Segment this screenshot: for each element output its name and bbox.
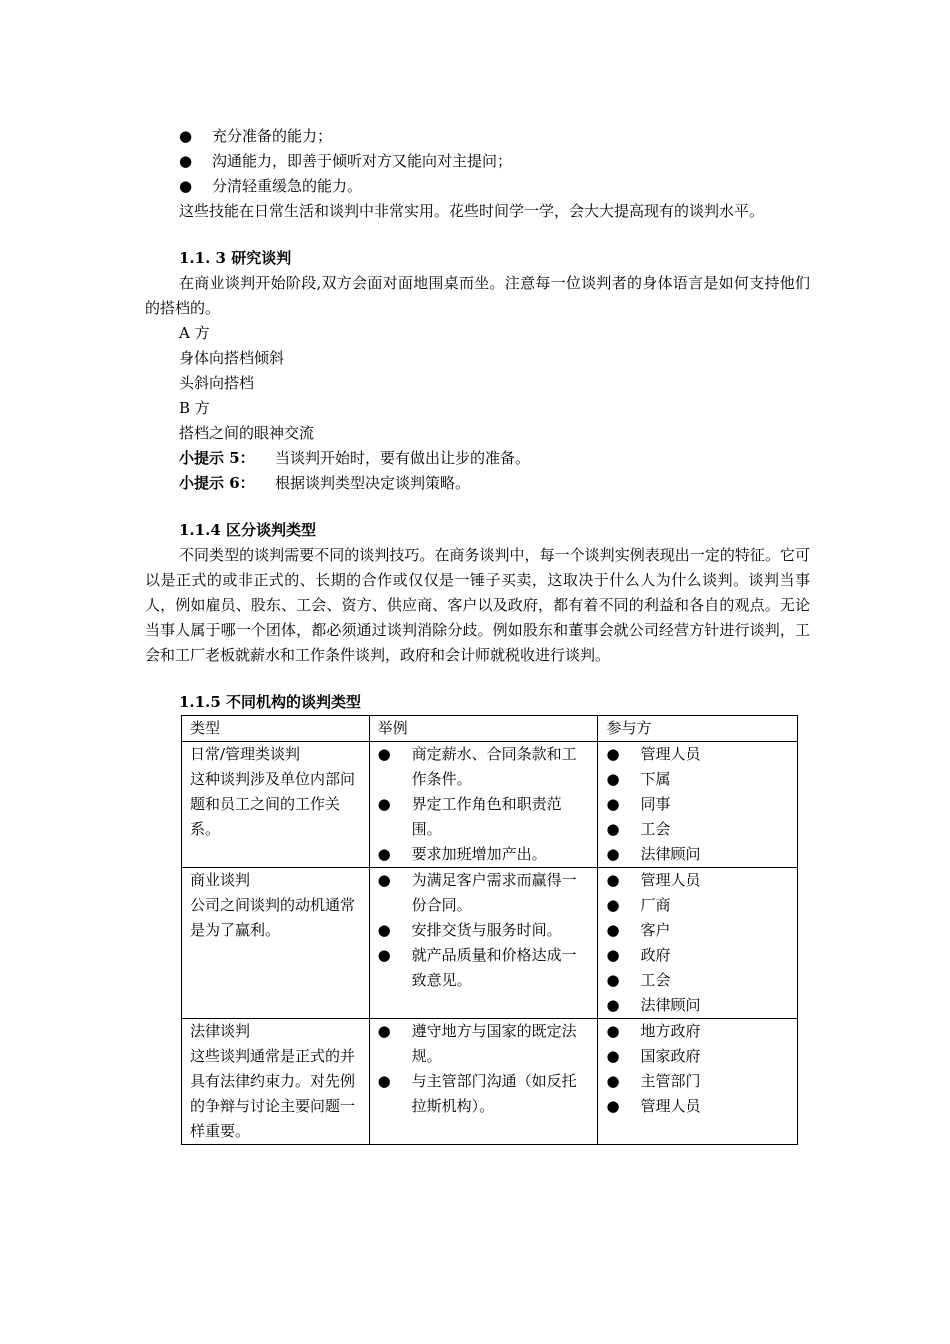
bullet-icon: ●: [377, 921, 391, 939]
party-item: [606, 842, 789, 867]
bullet-item: [145, 124, 810, 149]
bullet-icon: ●: [606, 1097, 620, 1115]
bullet-icon: ●: [377, 871, 391, 889]
bullet-icon: ●: [606, 770, 620, 788]
bullet-icon: ●: [377, 946, 391, 964]
party-item: [606, 792, 789, 817]
example-item: [378, 943, 590, 993]
section-113-paragraph: 在商业谈判开始阶段,双方会面对面地围桌而坐。注意每一位谈判者的身体语言是如何支持他们的搭档的。: [145, 274, 810, 317]
examples-cell: [369, 742, 598, 868]
party-text: 政府: [640, 946, 671, 964]
bullet-icon: ●: [377, 845, 391, 863]
party-text: 管理人员: [640, 745, 701, 763]
party-text: 管理人员: [640, 871, 701, 889]
list-line: 身体向搭档倾斜: [179, 349, 285, 367]
example-text: 与主管部门沟通（如反托拉斯机构）。: [411, 1072, 577, 1115]
header-type: 类型: [182, 716, 370, 742]
example-text: 安排交货与服务时间。: [411, 921, 562, 939]
bullet-icon: ●: [606, 896, 620, 914]
party-text: 客户: [640, 921, 671, 939]
list-line: A 方: [179, 324, 210, 342]
type-name: 日常/管理类谈判: [190, 745, 301, 763]
type-name: 法律谈判: [190, 1022, 251, 1040]
header-parties: 参与方: [598, 716, 798, 742]
party-text: 主管部门: [640, 1072, 701, 1090]
parties-cell: [598, 868, 798, 1019]
section-114-paragraph: 不同类型的谈判需要不同的谈判技巧。在商务谈判中，每一个谈判实例表现出一定的特征。它可以是正式的或非正式的、长期的合作或仅仅是一锤子买卖，这取决于什么人为什么谈判。谈判当事人，例如雇员、股东、工会、资方、供应商、客户以及政府，都有着不同的利益和各自的观点。无论当事人属于哪一个团体，都必须通过谈判消除分歧。例如股东和董事会就公司经营方针进行谈判，工会和工厂老板就薪水和工作条件谈判，政府和会计师就税收进行谈判。: [145, 546, 810, 664]
party-item: [606, 868, 789, 893]
tip-item: [145, 446, 810, 471]
party-text: 同事: [640, 795, 671, 813]
bullet-icon: ●: [606, 921, 620, 939]
party-item: [606, 817, 789, 842]
bullet-icon: ●: [606, 845, 620, 863]
tip-text: 当谈判开始时，要有做出让步的准备。: [275, 449, 531, 467]
bullet-icon: ●: [179, 177, 193, 195]
party-text: 国家政府: [640, 1047, 701, 1065]
bullet-icon: ●: [606, 1047, 620, 1065]
parties-cell: [598, 1019, 798, 1145]
tip-label: 小提示 6：: [179, 474, 255, 492]
party-item: [606, 993, 789, 1018]
type-description: 这种谈判涉及单位内部问题和员工之间的工作关系。: [190, 770, 356, 838]
bullet-icon: ●: [606, 1022, 620, 1040]
example-item: [378, 868, 590, 918]
party-item: [606, 1019, 789, 1044]
type-description: 这些谈判通常是正式的并具有法律约束力。对先例的争辩与讨论主要问题一样重要。: [190, 1047, 356, 1140]
table-row: [182, 1019, 798, 1145]
example-item: [378, 792, 590, 842]
type-name: 商业谈判: [190, 871, 251, 889]
bullet-item: [145, 149, 810, 174]
bullet-text: 充分准备的能力；: [212, 127, 333, 145]
intro-bullet-list: [145, 124, 810, 199]
type-description: 公司之间谈判的动机通常是为了赢利。: [190, 896, 356, 939]
section-heading-1-1-4: 1.1.4 区分谈判类型: [179, 521, 316, 539]
example-item: [378, 742, 590, 792]
party-text: 工会: [640, 971, 671, 989]
examples-cell: [369, 868, 598, 1019]
section-heading-1-1-3: 1.1. 3 研究谈判: [179, 249, 292, 267]
bullet-item: [145, 174, 810, 199]
type-cell: [182, 1019, 370, 1145]
bullet-icon: ●: [377, 745, 391, 763]
document-page: [145, 124, 810, 1145]
body-language-list: [145, 321, 810, 446]
bullet-icon: ●: [377, 1072, 391, 1090]
party-text: 厂商: [640, 896, 671, 914]
party-item: [606, 968, 789, 993]
example-text: 为满足客户需求而赢得一份合同。: [411, 871, 577, 914]
negotiation-types-table: [181, 715, 798, 1145]
party-item: [606, 1069, 789, 1094]
party-item: [606, 943, 789, 968]
parties-cell: [598, 742, 798, 868]
tips-list: [145, 446, 810, 496]
example-item: [378, 1019, 590, 1069]
party-text: 法律顾问: [640, 996, 701, 1014]
bullet-icon: ●: [606, 745, 620, 763]
type-cell: [182, 868, 370, 1019]
example-item: [378, 1069, 590, 1119]
bullet-icon: ●: [179, 127, 193, 145]
table-row: [182, 742, 798, 868]
party-text: 工会: [640, 820, 671, 838]
party-item: [606, 1094, 789, 1119]
table-header-row: [182, 716, 798, 742]
list-line: 头斜向搭档: [179, 374, 255, 392]
party-item: [606, 742, 789, 767]
bullet-icon: ●: [606, 871, 620, 889]
bullet-icon: ●: [377, 795, 391, 813]
bullet-text: 沟通能力，即善于倾听对方又能向对主提问；: [212, 152, 513, 170]
party-item: [606, 1044, 789, 1069]
type-cell: [182, 742, 370, 868]
party-text: 法律顾问: [640, 845, 701, 863]
list-line: B 方: [179, 399, 210, 417]
list-line: 搭档之间的眼神交流: [179, 424, 315, 442]
example-text: 遵守地方与国家的既定法规。: [411, 1022, 577, 1065]
party-item: [606, 767, 789, 792]
tip-item: [145, 471, 810, 496]
bullet-icon: ●: [606, 996, 620, 1014]
bullet-icon: ●: [606, 946, 620, 964]
section-heading-1-1-5: 1.1.5 不同机构的谈判类型: [179, 693, 361, 711]
example-text: 界定工作角色和职责范围。: [411, 795, 562, 838]
tip-text: 根据谈判类型决定谈判策略。: [275, 474, 471, 492]
intro-paragraph: 这些技能在日常生活和谈判中非常实用。花些时间学一学，会大大提高现有的谈判水平。: [179, 202, 765, 220]
bullet-icon: ●: [606, 820, 620, 838]
party-text: 管理人员: [640, 1097, 701, 1115]
party-text: 地方政府: [640, 1022, 701, 1040]
bullet-icon: ●: [606, 1072, 620, 1090]
example-item: [378, 842, 590, 867]
bullet-icon: ●: [179, 152, 193, 170]
example-text: 就产品质量和价格达成一致意见。: [411, 946, 577, 989]
bullet-icon: ●: [606, 795, 620, 813]
header-examples: 举例: [369, 716, 598, 742]
examples-cell: [369, 1019, 598, 1145]
bullet-icon: ●: [606, 971, 620, 989]
bullet-icon: ●: [377, 1022, 391, 1040]
party-item: [606, 893, 789, 918]
example-item: [378, 918, 590, 943]
party-text: 下属: [640, 770, 671, 788]
example-text: 要求加班增加产出。: [411, 845, 547, 863]
table-row: [182, 868, 798, 1019]
bullet-text: 分清轻重缓急的能力。: [212, 177, 363, 195]
tip-label: 小提示 5：: [179, 449, 255, 467]
party-item: [606, 918, 789, 943]
example-text: 商定薪水、合同条款和工作条件。: [411, 745, 577, 788]
